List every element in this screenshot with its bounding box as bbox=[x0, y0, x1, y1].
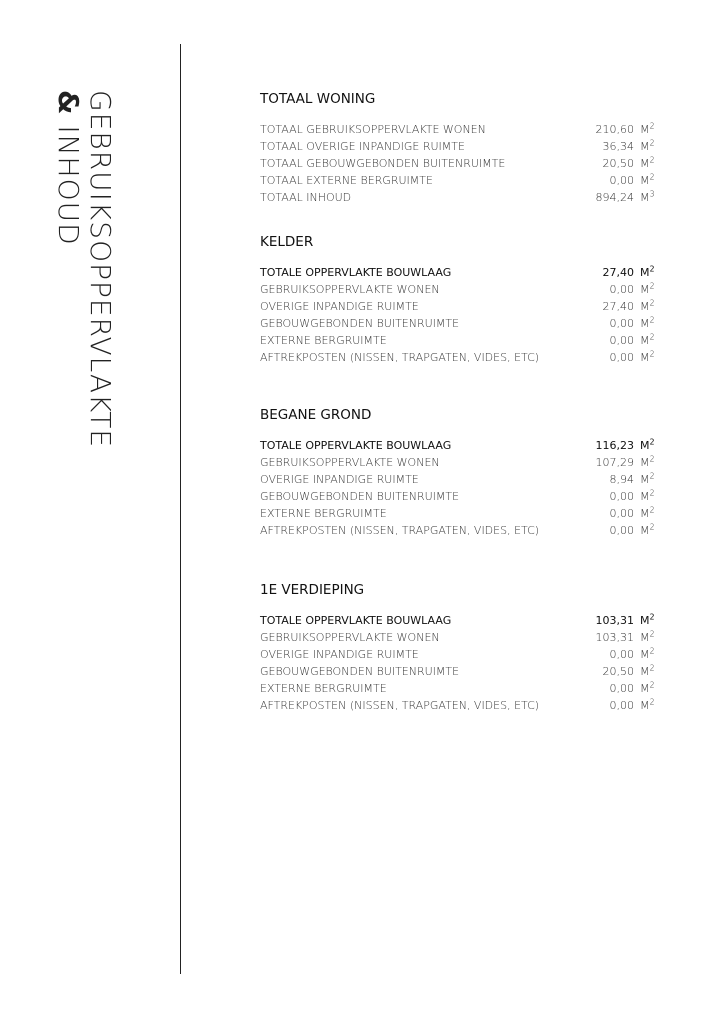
row-unit bbox=[634, 315, 660, 332]
row-value: 0,00 bbox=[609, 699, 634, 712]
total-row bbox=[260, 612, 660, 629]
table-row bbox=[260, 505, 660, 522]
unit-exponent: 2 bbox=[649, 505, 655, 515]
unit-exponent: 2 bbox=[649, 264, 655, 274]
section-rows bbox=[260, 264, 660, 366]
table-row bbox=[260, 488, 660, 505]
row-label: AFTREKPOSTEN (NISSEN, TRAPGATEN, VIDES, ETC) bbox=[260, 351, 540, 364]
row-unit bbox=[634, 646, 660, 663]
unit-symbol: M bbox=[640, 682, 650, 695]
table-row bbox=[260, 522, 660, 539]
unit-exponent: 2 bbox=[649, 349, 655, 359]
row-value: 0,00 bbox=[609, 507, 634, 520]
row-value: 0,00 bbox=[609, 174, 634, 187]
row-unit bbox=[634, 663, 660, 680]
unit-symbol: M bbox=[640, 665, 650, 678]
unit-exponent: 2 bbox=[649, 697, 655, 707]
row-label: TOTALE OPPERVLAKTE BOUWLAAG bbox=[260, 614, 452, 627]
row-value: 20,50 bbox=[602, 665, 634, 678]
unit-exponent: 2 bbox=[649, 298, 655, 308]
row-value: 0,00 bbox=[609, 490, 634, 503]
row-value: 0,00 bbox=[609, 524, 634, 537]
unit-symbol: M bbox=[640, 648, 650, 661]
total-row bbox=[260, 437, 660, 454]
row-unit bbox=[634, 155, 660, 172]
section-rows bbox=[260, 121, 660, 206]
row-label: AFTREKPOSTEN (NISSEN, TRAPGATEN, VIDES, ETC) bbox=[260, 524, 540, 537]
row-unit bbox=[634, 612, 660, 629]
row-unit bbox=[634, 281, 660, 298]
table-row bbox=[260, 315, 660, 332]
table-row bbox=[260, 680, 660, 697]
unit-exponent: 2 bbox=[649, 522, 655, 532]
unit-symbol: M bbox=[640, 439, 650, 452]
unit-symbol: M bbox=[640, 490, 650, 503]
unit-exponent: 2 bbox=[649, 471, 655, 481]
unit-symbol: M bbox=[640, 334, 650, 347]
unit-symbol: M bbox=[640, 631, 650, 644]
row-unit bbox=[634, 505, 660, 522]
unit-symbol: M bbox=[640, 699, 650, 712]
row-unit bbox=[634, 697, 660, 714]
vertical-divider bbox=[180, 44, 181, 974]
unit-symbol: M bbox=[640, 157, 650, 170]
row-unit bbox=[634, 264, 660, 281]
unit-symbol: M bbox=[640, 123, 650, 136]
total-row bbox=[260, 264, 660, 281]
row-unit bbox=[634, 349, 660, 366]
unit-symbol: M bbox=[640, 174, 650, 187]
unit-exponent: 2 bbox=[649, 138, 655, 148]
row-unit bbox=[634, 471, 660, 488]
unit-exponent: 2 bbox=[649, 155, 655, 165]
row-label: EXTERNE BERGRUIMTE bbox=[260, 334, 387, 347]
row-label: AFTREKPOSTEN (NISSEN, TRAPGATEN, VIDES, ETC) bbox=[260, 699, 540, 712]
unit-exponent: 3 bbox=[649, 189, 655, 199]
unit-exponent: 2 bbox=[649, 437, 655, 447]
row-label: OVERIGE INPANDIGE RUIMTE bbox=[260, 300, 419, 313]
section-1e-verdieping bbox=[260, 580, 660, 714]
table-row bbox=[260, 298, 660, 315]
row-unit bbox=[634, 121, 660, 138]
row-label: EXTERNE BERGRUIMTE bbox=[260, 507, 387, 520]
unit-exponent: 2 bbox=[649, 315, 655, 325]
unit-symbol: M bbox=[640, 191, 650, 204]
sidebar-title-inhoud: INHOUD bbox=[52, 115, 85, 246]
row-label: GEBOUWGEBONDEN BUITENRUIMTE bbox=[260, 665, 460, 678]
row-value: 0,00 bbox=[609, 283, 634, 296]
unit-exponent: 2 bbox=[649, 612, 655, 622]
row-unit bbox=[634, 332, 660, 349]
unit-symbol: M bbox=[640, 507, 650, 520]
table-row bbox=[260, 138, 660, 155]
row-value: 8,94 bbox=[609, 473, 634, 486]
row-label: TOTAAL INHOUD bbox=[260, 191, 352, 204]
row-unit bbox=[634, 138, 660, 155]
section-rows bbox=[260, 437, 660, 539]
row-unit bbox=[634, 298, 660, 315]
row-label: GEBRUIKSOPPERVLAKTE WONEN bbox=[260, 283, 440, 296]
table-row bbox=[260, 349, 660, 366]
row-value: 20,50 bbox=[602, 157, 634, 170]
row-value: 0,00 bbox=[609, 351, 634, 364]
row-label: OVERIGE INPANDIGE RUIMTE bbox=[260, 473, 419, 486]
table-row bbox=[260, 646, 660, 663]
unit-exponent: 2 bbox=[649, 332, 655, 342]
unit-exponent: 2 bbox=[649, 121, 655, 131]
unit-symbol: M bbox=[640, 351, 650, 364]
section-title: TOTAAL WONING bbox=[260, 91, 376, 107]
row-value: 894,24 bbox=[595, 191, 634, 204]
unit-symbol: M bbox=[640, 524, 650, 537]
unit-exponent: 2 bbox=[649, 680, 655, 690]
row-label: EXTERNE BERGRUIMTE bbox=[260, 682, 387, 695]
unit-symbol: M bbox=[640, 473, 650, 486]
table-row bbox=[260, 155, 660, 172]
table-row bbox=[260, 189, 660, 206]
unit-symbol: M bbox=[640, 300, 650, 313]
row-label: TOTAAL EXTERNE BERGRUIMTE bbox=[260, 174, 433, 187]
table-row bbox=[260, 697, 660, 714]
row-label: GEBRUIKSOPPERVLAKTE WONEN bbox=[260, 631, 440, 644]
section-title: BEGANE GROND bbox=[260, 407, 372, 423]
row-label: GEBOUWGEBONDEN BUITENRUIMTE bbox=[260, 317, 460, 330]
ampersand: & bbox=[52, 90, 85, 116]
table-row bbox=[260, 663, 660, 680]
table-row bbox=[260, 281, 660, 298]
row-label: TOTALE OPPERVLAKTE BOUWLAAG bbox=[260, 439, 452, 452]
row-unit bbox=[634, 437, 660, 454]
table-row bbox=[260, 454, 660, 471]
unit-exponent: 2 bbox=[649, 488, 655, 498]
unit-exponent: 2 bbox=[649, 281, 655, 291]
row-value: 36,34 bbox=[602, 140, 634, 153]
row-unit bbox=[634, 629, 660, 646]
table-row bbox=[260, 172, 660, 189]
section-begane-grond bbox=[260, 405, 660, 539]
row-value: 27,40 bbox=[602, 266, 634, 279]
unit-symbol: M bbox=[640, 266, 650, 279]
row-value: 116,23 bbox=[595, 439, 634, 452]
sidebar-title-line1: GEBRUIKSOPPERVLAKTE bbox=[84, 90, 117, 449]
table-row bbox=[260, 629, 660, 646]
row-label: TOTAAL GEBRUIKSOPPERVLAKTE WONEN bbox=[260, 123, 486, 136]
row-label: TOTAAL OVERIGE INPANDIGE RUIMTE bbox=[260, 140, 465, 153]
table-row bbox=[260, 471, 660, 488]
unit-symbol: M bbox=[640, 140, 650, 153]
row-value: 0,00 bbox=[609, 682, 634, 695]
section-title: 1E VERDIEPING bbox=[260, 582, 365, 598]
unit-exponent: 2 bbox=[649, 172, 655, 182]
row-value: 0,00 bbox=[609, 317, 634, 330]
row-unit bbox=[634, 522, 660, 539]
section-rows bbox=[260, 612, 660, 714]
row-label: TOTALE OPPERVLAKTE BOUWLAAG bbox=[260, 266, 452, 279]
row-value: 0,00 bbox=[609, 334, 634, 347]
section-title: KELDER bbox=[260, 234, 314, 250]
row-value: 27,40 bbox=[602, 300, 634, 313]
unit-exponent: 2 bbox=[649, 646, 655, 656]
row-value: 107,29 bbox=[595, 456, 634, 469]
unit-symbol: M bbox=[640, 614, 650, 627]
row-unit bbox=[634, 189, 660, 206]
unit-symbol: M bbox=[640, 456, 650, 469]
section-kelder bbox=[260, 232, 660, 366]
unit-exponent: 2 bbox=[649, 454, 655, 464]
row-value: 210,60 bbox=[595, 123, 634, 136]
section-totaal-woning bbox=[260, 89, 660, 206]
row-unit bbox=[634, 680, 660, 697]
row-value: 103,31 bbox=[595, 631, 634, 644]
row-label: OVERIGE INPANDIGE RUIMTE bbox=[260, 648, 419, 661]
unit-symbol: M bbox=[640, 283, 650, 296]
row-value: 103,31 bbox=[595, 614, 634, 627]
unit-exponent: 2 bbox=[649, 663, 655, 673]
sidebar-title-line2 bbox=[52, 90, 84, 448]
row-value: 0,00 bbox=[609, 648, 634, 661]
row-unit bbox=[634, 454, 660, 471]
row-unit bbox=[634, 172, 660, 189]
unit-exponent: 2 bbox=[649, 629, 655, 639]
row-label: TOTAAL GEBOUWGEBONDEN BUITENRUIMTE bbox=[260, 157, 506, 170]
table-row bbox=[260, 332, 660, 349]
row-label: GEBOUWGEBONDEN BUITENRUIMTE bbox=[260, 490, 460, 503]
row-unit bbox=[634, 488, 660, 505]
unit-symbol: M bbox=[640, 317, 650, 330]
sidebar-title bbox=[52, 90, 117, 449]
table-row bbox=[260, 121, 660, 138]
row-label: GEBRUIKSOPPERVLAKTE WONEN bbox=[260, 456, 440, 469]
